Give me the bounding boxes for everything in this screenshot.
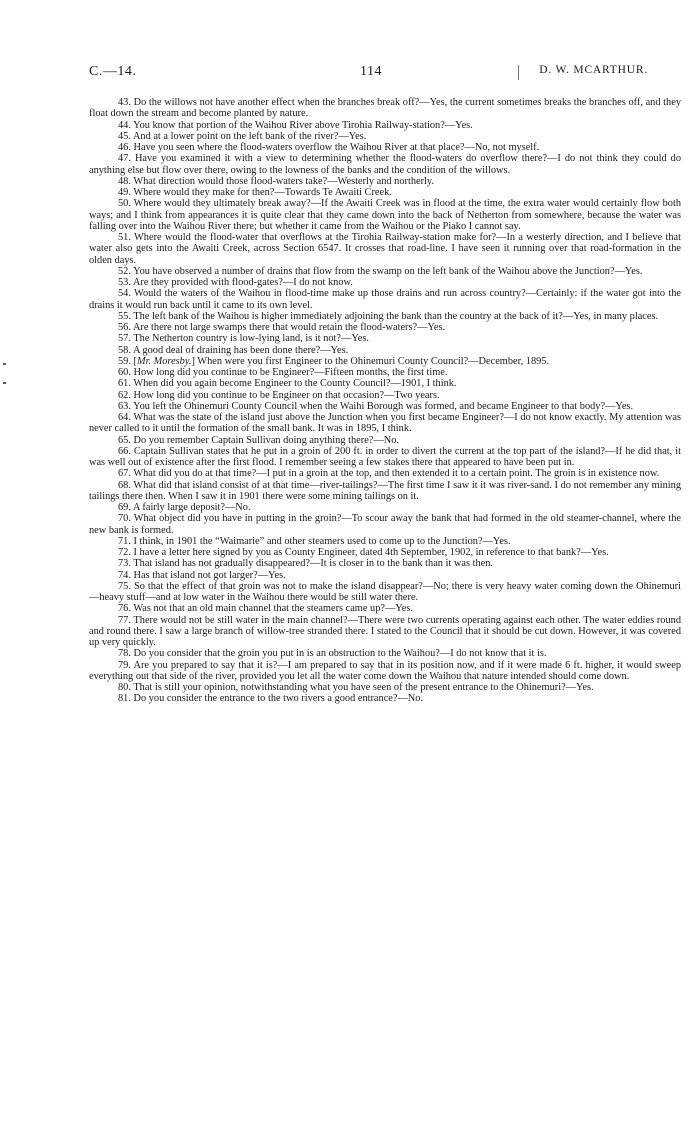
testimony-paragraph: 78. Do you consider that the groin you put in is an obstruction to the Waihou?—I do not know that it is. [118, 648, 547, 660]
question-number: 59. [118, 355, 134, 367]
testimony-paragraph: 70. What object did you have in putting in the groin?—To scour away the bank that had formed in the old steamer-channel, where the new bank is formed. [89, 513, 681, 536]
margin-mark [3, 382, 6, 384]
testimony-paragraph: 59. [Mr. Moresby.] When were you first Engineer to the Ohinemuri County Council?—December, 1895. [118, 355, 550, 367]
testimony-paragraph: 48. What direction would those flood-waters take?—Westerly and northerly. [118, 175, 434, 187]
testimony-paragraph: 56. Are there not large swamps there that would retain the flood-waters?—Yes. [118, 322, 446, 333]
speaker-name: Mr. Moresby. [136, 355, 192, 367]
testimony-paragraph: 53. Are they provided with flood-gates?—I do not know. [118, 277, 353, 288]
testimony-paragraph: 77. There would not be still water in the main channel?—There were two currents operating against each other. The water eddies round and round there. I saw a large branch of willow-tree stranded there. I stated to the Council that it should be cut down. However, it was covered up very quickly. [89, 614, 681, 648]
testimony-paragraph: 63. You left the Ohinemuri County Council when the Waihi Borough was formed, and became Engineer to that body?—Yes. [118, 400, 634, 412]
testimony-paragraph: 57. The Netherton country is low-lying land, is it not?—Yes. [118, 333, 370, 345]
testimony-paragraph: 51. Where would the flood-water that overflows at the Tirohia Railway-station make for?—In a westerly direction, and I believe that water also gets into the Awaiti Creek, across Section 6547. It crosses that road-line. I have seen it running over that road-formation in the olden days. [89, 232, 681, 266]
testimony-paragraph: 52. You have observed a number of drains that flow from the swamp on the left bank of the Waihou above the Junction?—Yes. [118, 265, 643, 277]
testimony-paragraph: 58. A good deal of draining has been done there?—Yes. [118, 344, 349, 356]
testimony-paragraph: 50. Where would they ultimately break away?—If the Awaiti Creek was in flood at the time, the extra water would certainly flow both ways; and I think from appearances it is quite clear that they came down into the back of Netherton from somewhere, because the water was falling over into the Waihou River there; but whether it came from the Waihou or the Piako I cannot say. [89, 198, 681, 232]
margin-mark [3, 363, 6, 365]
testimony-paragraph: 80. That is still your opinion, notwithstanding what you have seen of the present entrance to the Ohinemuri?—Yes. [118, 682, 594, 693]
testimony-paragraph: 55. The left bank of the Waihou is higher immediately adjoining the bank than the country at the back of it?—Yes, in many places. [118, 310, 659, 322]
testimony-paragraph: 60. How long did you continue to be Engineer?—Fifteen months, the first time. [118, 367, 448, 378]
testimony-paragraph: 62. How long did you continue to be Engineer on that occasion?—Two years. [118, 389, 440, 401]
testimony-paragraph: 44. You know that portion of the Waihou River above Tirohia Railway-station?—Yes. [118, 119, 473, 131]
page-number: 114 [360, 64, 382, 79]
testimony-paragraph: 66. Captain Sullivan states that he put in a groin of 200 ft. in order to divert the current at the top part of the island?—If he did that, it was well out of existence after the first flood. I remember seeing a few stakes there that appeared to have been put in. [89, 445, 681, 468]
testimony-paragraph: 68. What did that island consist of at that time—river-tailings?—The first time I saw it it was river-sand. I do not remember any mining tailings there then. When I saw it in 1901 there were some mining tailings on it. [89, 479, 681, 502]
testimony-paragraph: 43. Do the willows not have another effect when the branches break off?—Yes, the current sometimes breaks the branches off, and they float down the stream and become planted by nature. [89, 97, 681, 120]
testimony-paragraph: 49. Where would they make for then?—Towards Te Awaiti Creek. [118, 187, 392, 198]
testimony-paragraph: 46. Have you seen where the flood-waters overflow the Waihou River at that place?—No, not myself. [118, 142, 540, 153]
testimony-paragraph: 79. Are you prepared to say that it is?—I am prepared to say that in its position now, and if it were made 6 ft. higher, it would sweep everything out that side of the river, provided you let all the water come down the Waihou that nature intended should come down. [89, 659, 681, 682]
testimony-paragraph: 72. I have a letter here signed by you as County Engineer, dated 4th September, 1902, in reference to that bank?—Yes. [118, 547, 609, 558]
question-text: ] When were you first Engineer to the Ohinemuri County Council?—December, 1895. [191, 355, 550, 367]
testimony-paragraph: 81. Do you consider the entrance to the two rivers a good entrance?—No. [118, 693, 424, 705]
testimony-paragraph: 73. That island has not gradually disappeared?—It is closer in to the bank than it was then. [118, 558, 493, 570]
testimony-paragraph: 54. Would the waters of the Waihou in flood-time make up those drains and run across country?—Certainly: if the water got into the drains it would run back until it came to its own level. [89, 288, 681, 311]
testimony-body [89, 97, 681, 705]
witness-name: D. W. MCARTHUR. [539, 64, 648, 76]
testimony-paragraph: 45. And at a lower point on the left bank of the river?—Yes. [118, 130, 367, 142]
header-divider [518, 65, 519, 80]
testimony-paragraph: 47. Have you examined it with a view to determining whether the flood-waters do overflow there?—I do not think they could do anything else but flow over there, owing to the lowness of the banks and the condition of the willows. [89, 153, 681, 176]
page-header [89, 64, 648, 84]
testimony-paragraph: 71. I think, in 1901 the “Waimarie” and other steamers used to come up to the Junction?—Yes. [118, 535, 511, 547]
testimony-paragraph: 75. So that the effect of that groin was not to make the island disappear?—No; there is very heavy water coming down the Ohinemuri—heavy stuff—and at low water in the Waihou there would be still water there. [89, 580, 681, 603]
document-reference: C.—14. [89, 64, 137, 79]
testimony-paragraph: 61. When did you again become Engineer to the County Council?—1901, I think. [118, 378, 457, 390]
testimony-paragraph: 67. What did you do at that time?—I put in a groin at the top, and then extended it to a certain point. The groin is in existence now. [118, 468, 660, 480]
testimony-paragraph: 64. What was the state of the island just above the Junction when you first became Engineer?—I do not know exactly. My attention was never called to it until the formation of the small bank. It was in 1895, I think. [89, 412, 681, 435]
testimony-paragraph: 65. Do you remember Captain Sullivan doing anything there?—No. [118, 434, 399, 446]
testimony-paragraph: 69. A fairly large deposit?—No. [118, 502, 251, 513]
testimony-paragraph: 74. Has that island not got larger?—Yes. [118, 569, 286, 581]
testimony-paragraph: 76. Was not that an old main channel that the steamers came up?—Yes. [118, 603, 413, 615]
